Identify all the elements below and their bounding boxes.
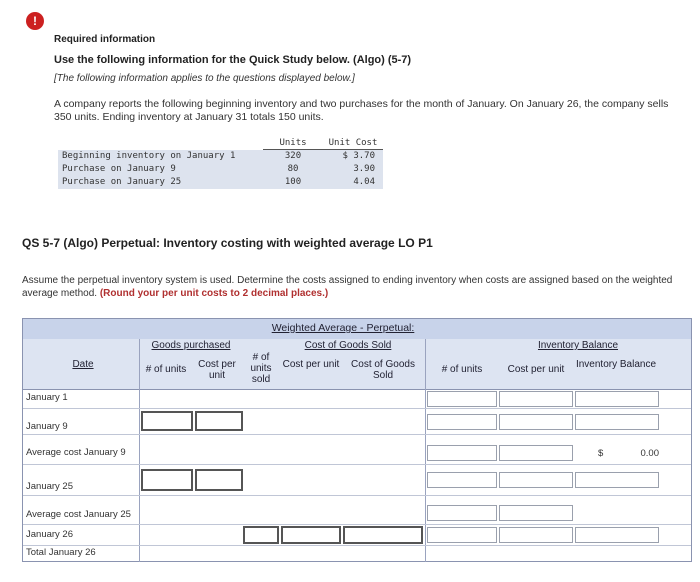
inventory-row-label: Purchase on January 25 [58,176,263,189]
ib-units-input[interactable] [427,527,497,543]
ib-cost-input[interactable] [499,472,573,488]
row-divider [23,434,691,435]
gp-units-input[interactable] [141,469,193,491]
row-label: January 26 [26,529,74,540]
goods-purchased-header: Goods purchased [151,340,231,351]
inventory-row-unit-cost: $ 3.70 [323,150,383,163]
row-divider [23,524,691,525]
row-divider [23,545,691,546]
ib-cost-input[interactable] [499,505,573,521]
required-info-description: A company reports the following beginning inventory and two purchases for the month of January. On January 26, the company sells 350 units. Ending inventory at January 31 totals 150 units. [54,98,669,123]
inventory-row-unit-cost: 4.04 [323,176,383,189]
ib-cost-col-header: Cost per unit [507,364,565,375]
required-info-note: [The following information applies to the questions displayed below.] [54,73,355,84]
ib-balance-input[interactable] [575,414,659,430]
gp-units-input[interactable] [141,411,193,431]
required-info-title: Required information [54,34,156,45]
ib-units-col-header: # of units [441,364,483,375]
row-label: Average cost January 25 [26,509,131,520]
inventory-row-unit-cost: 3.90 [323,163,383,176]
cogs-units-input[interactable] [243,526,279,544]
cogs-cost-input[interactable] [281,526,341,544]
row-label: January 1 [26,392,68,403]
required-info-subtitle: Use the following information for the Quick Study below. (Algo) (5-7) [54,54,412,66]
header-divider [425,339,426,390]
row-divider [23,408,691,409]
header-divider [139,339,140,390]
currency-symbol: $ [598,448,604,459]
units-header: Units [263,137,323,150]
cogs-total-input[interactable] [343,526,423,544]
ib-cost-input[interactable] [499,445,573,461]
inventory-row-label: Beginning inventory on January 1 [58,150,263,163]
ib-cost-input[interactable] [499,391,573,407]
question-instructions [22,274,698,300]
row-divider [23,495,691,496]
ib-cost-input[interactable] [499,527,573,543]
cogs-header: Cost of Goods Sold [304,340,392,351]
ib-cost-input[interactable] [499,414,573,430]
ib-balance-input[interactable] [575,391,659,407]
row-label: January 25 [26,481,74,492]
gp-cost-col-header: Cost per unit [198,359,236,381]
ib-units-input[interactable] [427,391,497,407]
col-divider [139,390,140,562]
ib-balance-input[interactable] [575,472,659,488]
col-divider [425,390,426,562]
ib-balance-value: 0.00 [640,448,659,459]
question-title: QS 5-7 (Algo) Perpetual: Inventory costing with weighted average LO P1 [22,236,433,250]
row-label: January 9 [26,421,68,432]
row-divider [23,464,691,465]
cogs-units-col-header: # of units sold [250,352,272,385]
inventory-table [58,137,383,189]
row-label: Average cost January 9 [26,447,126,458]
gp-units-col-header: # of units [145,364,187,375]
ib-units-input[interactable] [427,445,497,461]
inventory-row-units: 100 [263,176,323,189]
ib-balance-col-header: Inventory Balance [575,359,657,370]
alert-icon: ! [26,12,44,30]
ib-balance-input[interactable] [575,527,659,543]
ib-units-input[interactable] [427,472,497,488]
cogs-cost-col-header: Cost per unit [282,359,340,370]
gp-cost-input[interactable] [195,469,243,491]
inventory-balance-header: Inventory Balance [537,340,619,351]
unit-cost-header: Unit Cost [323,137,383,150]
instructions-text: Assume the perpetual inventory system is used. Determine the costs assigned to ending inventory when costs are assigned based on the weighted average method. [22,275,673,299]
ib-units-input[interactable] [427,414,497,430]
inventory-row-units: 80 [263,163,323,176]
inventory-row [58,150,383,163]
cogs-total-col-header: Cost of Goods Sold [351,359,415,381]
gp-cost-input[interactable] [195,411,243,431]
required-info-section [54,34,684,124]
inventory-row-label: Purchase on January 9 [58,163,263,176]
ib-units-input[interactable] [427,505,497,521]
inventory-row-units: 320 [263,150,323,163]
rounding-note: (Round your per unit costs to 2 decimal places.) [99,288,329,299]
inventory-row [58,176,383,189]
grid-header [23,319,691,390]
weighted-average-grid [22,318,692,562]
grid-header-title: Weighted Average - Perpetual: [271,322,415,334]
date-col-header: Date [72,359,94,370]
inventory-row [58,163,383,176]
row-label: Total January 26 [26,547,96,558]
